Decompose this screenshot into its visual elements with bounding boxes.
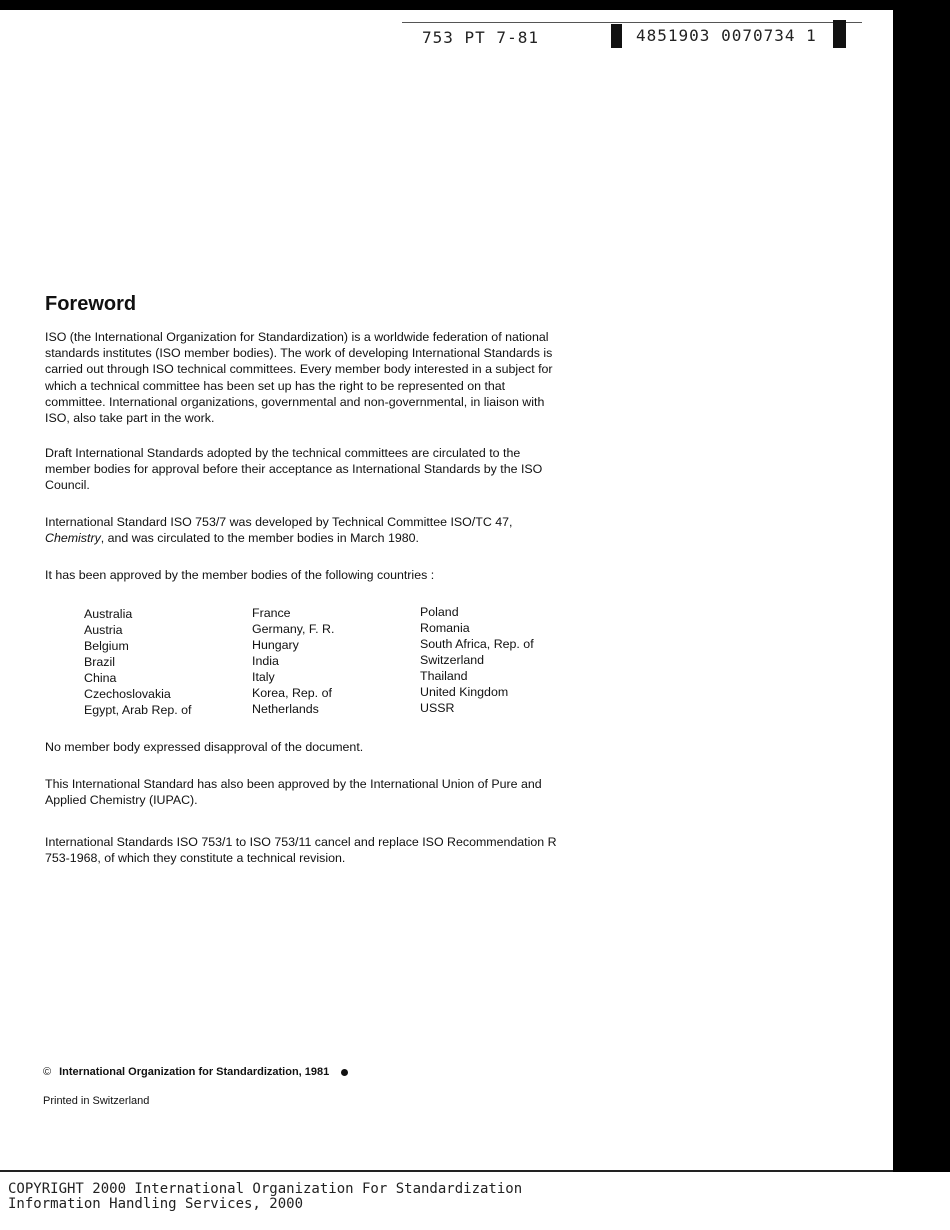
printed-location: Printed in Switzerland [43,1095,150,1107]
country-item: Poland [420,605,459,619]
country-item: Czechoslovakia [84,687,171,701]
scan-top-edge [0,0,950,10]
page-title: Foreword [45,293,137,315]
country-item: Hungary [252,638,299,652]
copyright-symbol: © [43,1066,52,1078]
document-code: 753 PT 7-81 [422,28,539,47]
country-item: Italy [252,670,275,684]
country-item: Thailand [420,669,468,683]
footer-line-1: COPYRIGHT 2000 International Organization For Standardization [8,1181,523,1197]
copyright-text: International Organization for Standardization, 1981 [59,1066,330,1078]
country-item: Brazil [84,655,115,669]
paragraph-no-disapproval: No member body expressed disapproval of the document. [45,740,364,754]
country-item: United Kingdom [420,685,509,699]
page-bottom-rule [0,1170,893,1172]
copyright-line [43,1066,348,1078]
paragraph-text-tail: , and was circulated to the member bodies in March 1980. [100,531,419,546]
country-item: Egypt, Arab Rep. of [84,703,192,717]
countries-column-3 [420,604,534,716]
countries-column-2 [252,605,334,717]
country-item: Romania [420,621,470,635]
countries-list [84,606,564,721]
copyright-footer [8,1182,522,1212]
bullet-icon [341,1069,348,1076]
paragraph-iupac: This International Standard has also been approved by the International Union of Pure and Applied Chemistry (IUPAC). [45,777,542,808]
country-item: India [252,654,279,668]
document-number: 4851903 0070734 1 [636,26,817,45]
country-item: Netherlands [252,702,319,716]
countries-column-1 [84,606,191,718]
country-item: Australia [84,607,133,621]
paragraph-iso-intro: ISO (the International Organization for Standardization) is a worldwide federation of national standards institutes (ISO member bodies). The work of developing International Standards is carried out through ISO technical committees. Every member body interested in a subject for which a technical committee has been set up has the right to be represented on that committee. International organizations, governmental and non-governmental, in liaison with ISO, also take part in the work. [45,330,553,426]
paragraph-cancel-replace: International Standards ISO 753/1 to ISO 753/11 cancel and replace ISO Recommendation R 753-1968, of which they constitute a technical revision. [45,835,557,866]
country-item: USSR [420,701,455,715]
paragraph-text: International Standard ISO 753/7 was developed by Technical Committee ISO/TC 47, [45,515,513,529]
header-rule [402,22,862,23]
header-marker-bar [611,24,622,48]
paragraph-standard-development [45,514,565,546]
country-item: Korea, Rep. of [252,686,332,700]
paragraph-approval: It has been approved by the member bodies of the following countries : [45,568,435,582]
country-item: South Africa, Rep. of [420,637,534,651]
paragraph-draft-standards: Draft International Standards adopted by the technical committees are circulated to the member bodies for approval before their acceptance as International Standards by the ISO Council. [45,446,543,493]
committee-name: Chemistry [45,531,101,546]
country-item: Germany, F. R. [252,622,335,636]
country-item: Belgium [84,639,129,653]
header-marker-block [833,20,846,48]
country-item: France [252,606,291,620]
footer-line-2: Information Handling Services, 2000 [8,1196,304,1212]
country-item: China [84,671,117,685]
country-item: Switzerland [420,653,485,667]
country-item: Austria [84,623,123,637]
scan-right-edge [893,0,950,1172]
